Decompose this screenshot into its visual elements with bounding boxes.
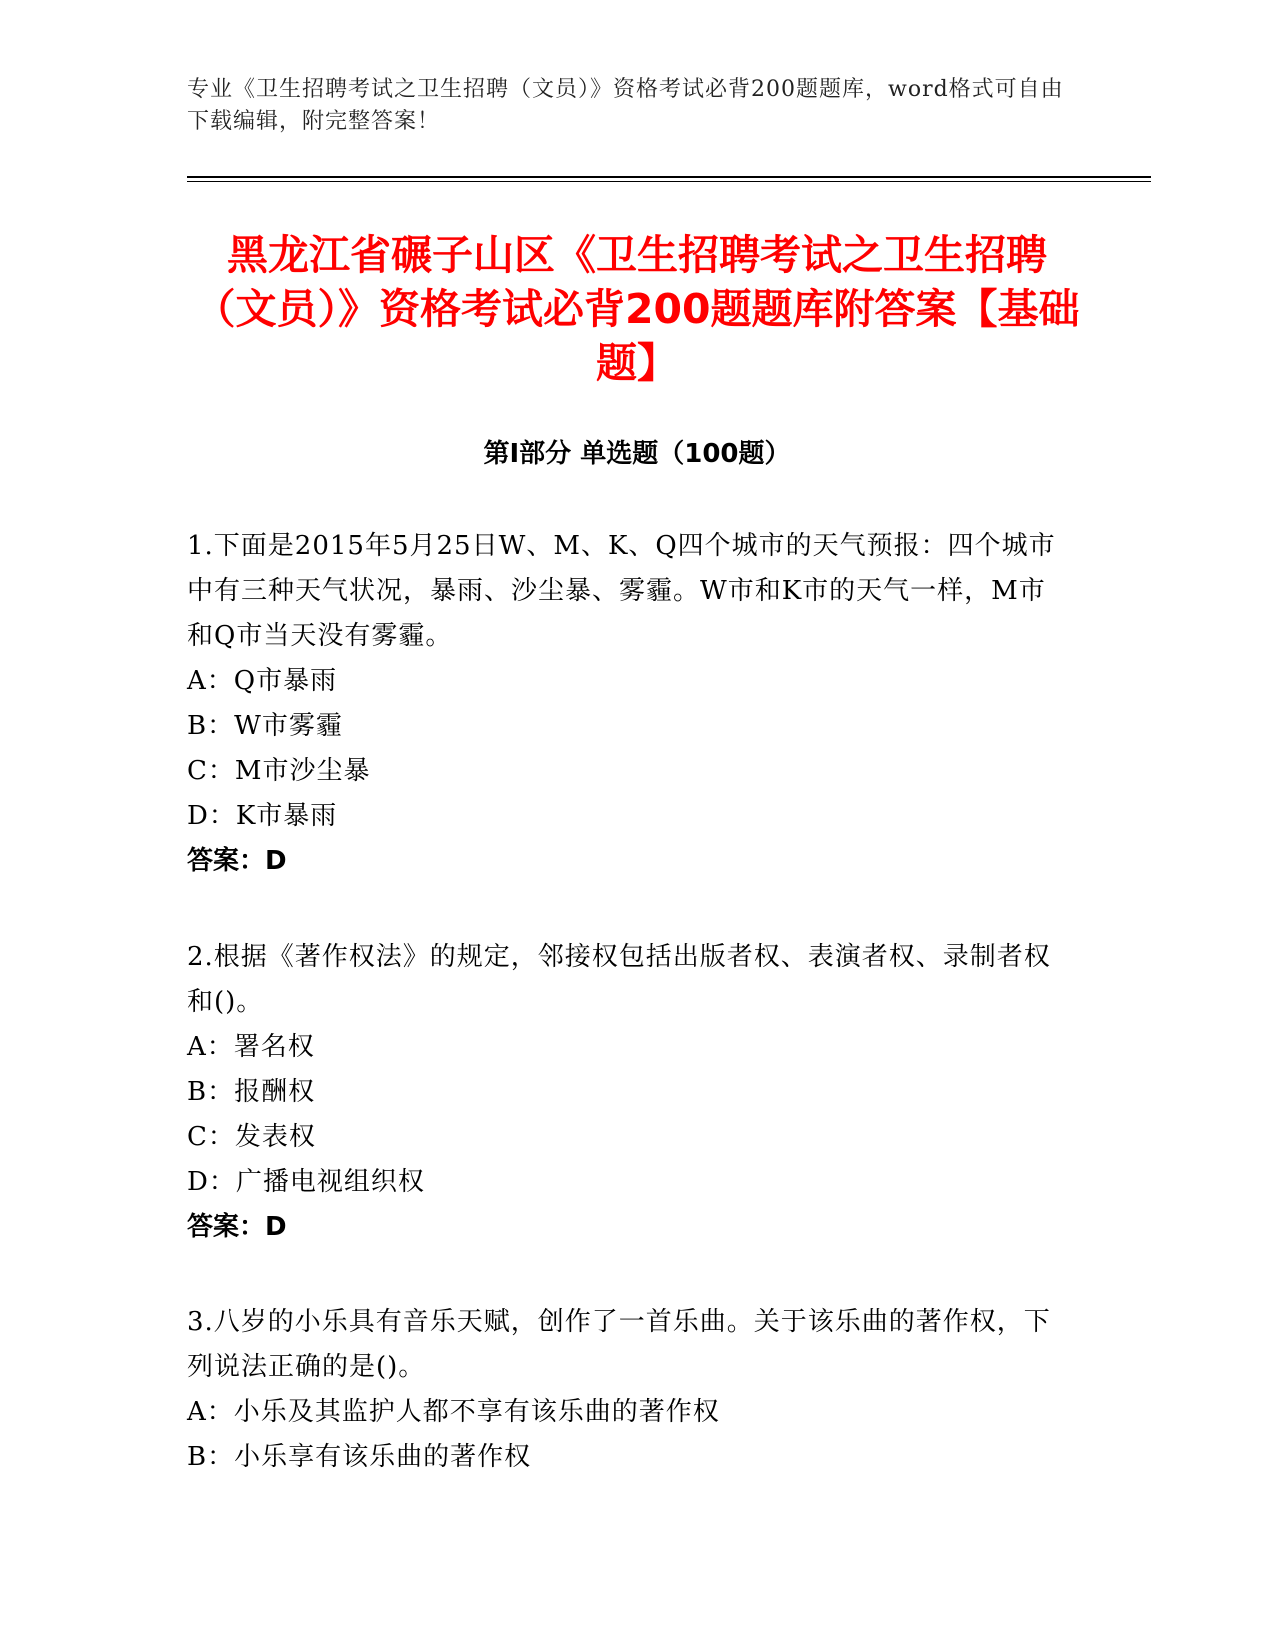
question-1 xyxy=(187,524,1067,884)
option-a: A：小乐及其监护人都不享有该乐曲的著作权 xyxy=(187,1397,720,1427)
option-b: B：小乐享有该乐曲的著作权 xyxy=(187,1442,532,1472)
question-stem: 3.八岁的小乐具有音乐天赋，创作了一首乐曲。关于该乐曲的著作权，下列说法正确的是()。 xyxy=(187,1307,1051,1382)
option-d: D：K市暴雨 xyxy=(187,801,338,831)
section-heading: 第Ⅰ部分 单选题（100题） xyxy=(483,439,791,469)
question-stem: 2.根据《著作权法》的规定，邻接权包括出版者权、表演者权、录制者权和()。 xyxy=(187,942,1051,1017)
header-note: 专业《卫生招聘考试之卫生招聘（文员）》资格考试必背200题题库，word格式可自由下载编辑，附完整答案！ xyxy=(187,77,1064,134)
option-c: C：发表权 xyxy=(187,1122,316,1152)
option-d: D：广播电视组织权 xyxy=(187,1167,425,1197)
answer: 答案：D xyxy=(187,846,287,876)
option-b: B：W市雾霾 xyxy=(187,711,343,741)
header-divider-thick xyxy=(187,176,1151,178)
option-c: C：M市沙尘暴 xyxy=(187,756,371,786)
option-b: B：报酬权 xyxy=(187,1077,316,1107)
option-a: A：Q市暴雨 xyxy=(187,666,338,696)
option-a: A：署名权 xyxy=(187,1032,315,1062)
header-divider-thin xyxy=(187,181,1151,182)
document-title: 黑龙江省碾子山区《卫生招聘考试之卫生招聘（文员）》资格考试必背200题题库附答案【基础题】 xyxy=(194,231,1080,387)
answer: 答案：D xyxy=(187,1212,287,1242)
question-stem: 1.下面是2015年5月25日W、M、K、Q四个城市的天气预报：四个城市中有三种天气状况，暴雨、沙尘暴、雾霾。W市和K市的天气一样，M市和Q市当天没有雾霾。 xyxy=(187,531,1056,651)
question-3 xyxy=(187,1300,1067,1480)
question-2 xyxy=(187,935,1067,1250)
